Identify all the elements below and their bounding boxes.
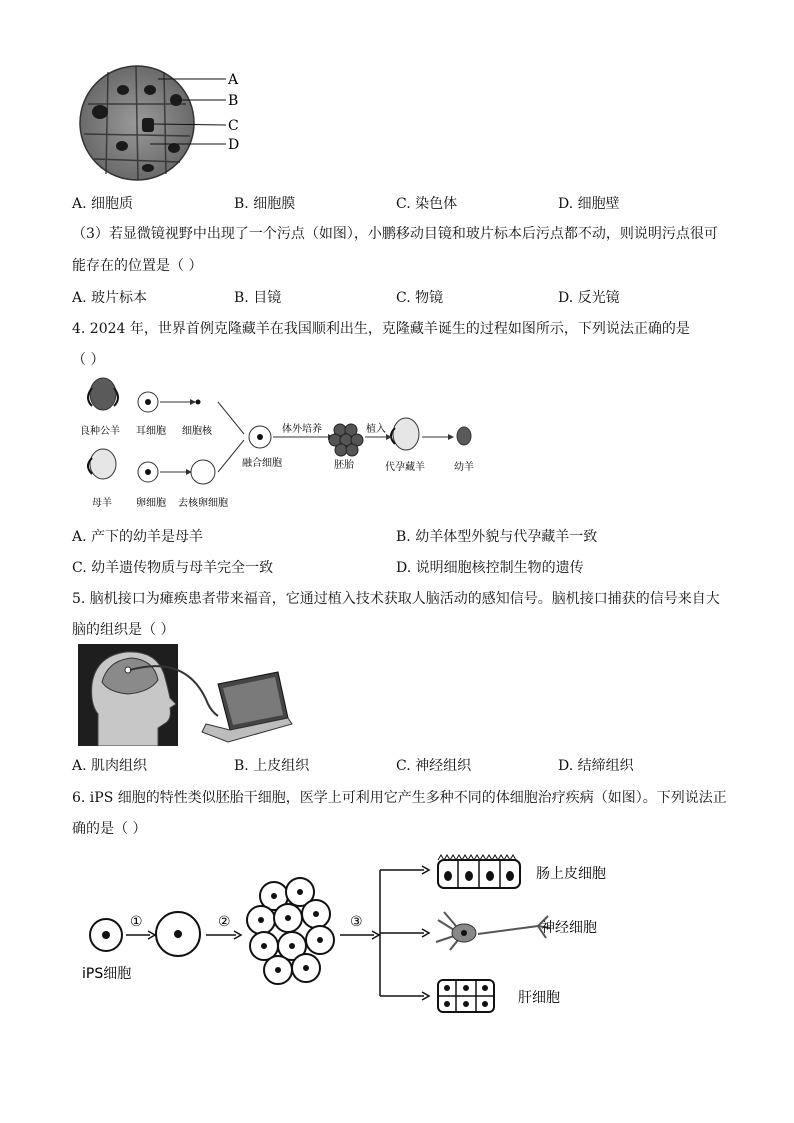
option-a[interactable]: A. 细胞质 [72,196,134,212]
option-d[interactable]: D. 细胞壁 [558,196,620,212]
q6-stem-line1: 6. iPS 细胞的特性类似胚胎干细胞，医学上可利用它产生多种不同的体细胞治疗疾病（如图）。下列说法正 [72,790,727,806]
q4-option-c[interactable]: C. 幼羊遗传物质与母羊完全一致 [72,560,274,576]
label-lamb: 幼羊 [454,462,474,473]
step3-label: ③ [350,914,363,930]
q3-option-b[interactable]: B. 目镜 [234,290,282,306]
q4-stem-line2: （ ） [72,352,105,368]
label-fused-cell: 融合细胞 [242,458,282,469]
step1-label: ① [130,914,143,930]
label-surrogate: 代孕藏羊 [385,462,425,473]
label-enucleated: 去核卵细胞 [178,498,228,509]
label-embryo: 胚胎 [334,460,354,471]
brain-computer-figure [78,644,293,746]
cloning-process-figure [78,374,498,514]
intestinal-cell-label: 肠上皮细胞 [536,866,606,882]
q4-stem-line1: 4. 2024 年，世界首例克隆藏羊在我国顺利出生，克隆藏羊诞生的过程如图所示，下列说法正确的是 [72,321,690,337]
ips-cell-figure [78,850,638,1020]
q5-stem-line2: 脑的组织是（ ） [72,622,175,638]
q5-option-d[interactable]: D. 结缔组织 [558,758,634,774]
q5-option-a[interactable]: A. 肌肉组织 [72,758,148,774]
label-a: A [228,72,239,88]
q3-option-c[interactable]: C. 物镜 [396,290,444,306]
label-ram: 良种公羊 [80,426,120,437]
label-b: B [228,93,239,109]
q4-option-a[interactable]: A. 产下的幼羊是母羊 [72,529,204,545]
q5-stem-line1: 5. 脑机接口为瘫痪患者带来福音，它通过植入技术获取人脑活动的感知信号。脑机接口捕获的信号来自大 [72,591,720,607]
neuron-label: 神经细胞 [541,920,597,936]
q6-stem-line2: 确的是（ ） [72,821,147,837]
label-egg-cell: 卵细胞 [136,498,166,509]
q3-option-d[interactable]: D. 反光镜 [558,290,620,306]
label-implant: 植入 [366,424,386,435]
label-d: D [228,137,240,153]
q5-option-b[interactable]: B. 上皮组织 [234,758,310,774]
q4-option-b[interactable]: B. 幼羊体型外貌与代孕藏羊一致 [396,529,598,545]
q4-option-d[interactable]: D. 说明细胞核控制生物的遗传 [396,560,584,576]
label-ear-cell: 耳细胞 [136,426,166,437]
q5-option-c[interactable]: C. 神经组织 [396,758,472,774]
liver-cell-label: 肝细胞 [518,990,560,1006]
step2-label: ② [218,914,231,930]
q3-option-a[interactable]: A. 玻片标本 [72,290,148,306]
q3-stem-line2: 能存在的位置是（ ） [72,258,203,274]
option-b[interactable]: B. 细胞膜 [234,196,296,212]
label-c: C [228,118,239,134]
label-culture: 体外培养 [282,424,322,435]
label-ewe: 母羊 [92,498,112,509]
microscope-view-figure [78,64,288,186]
q3-stem-line1: （3）若显微镜视野中出现了一个污点（如图），小鹏移动目镜和玻片标本后污点都不动，则说明污点很可 [72,226,718,242]
option-c[interactable]: C. 染色体 [396,196,458,212]
label-nucleus: 细胞核 [182,426,212,437]
ips-cell-label: iPS细胞 [82,966,132,982]
